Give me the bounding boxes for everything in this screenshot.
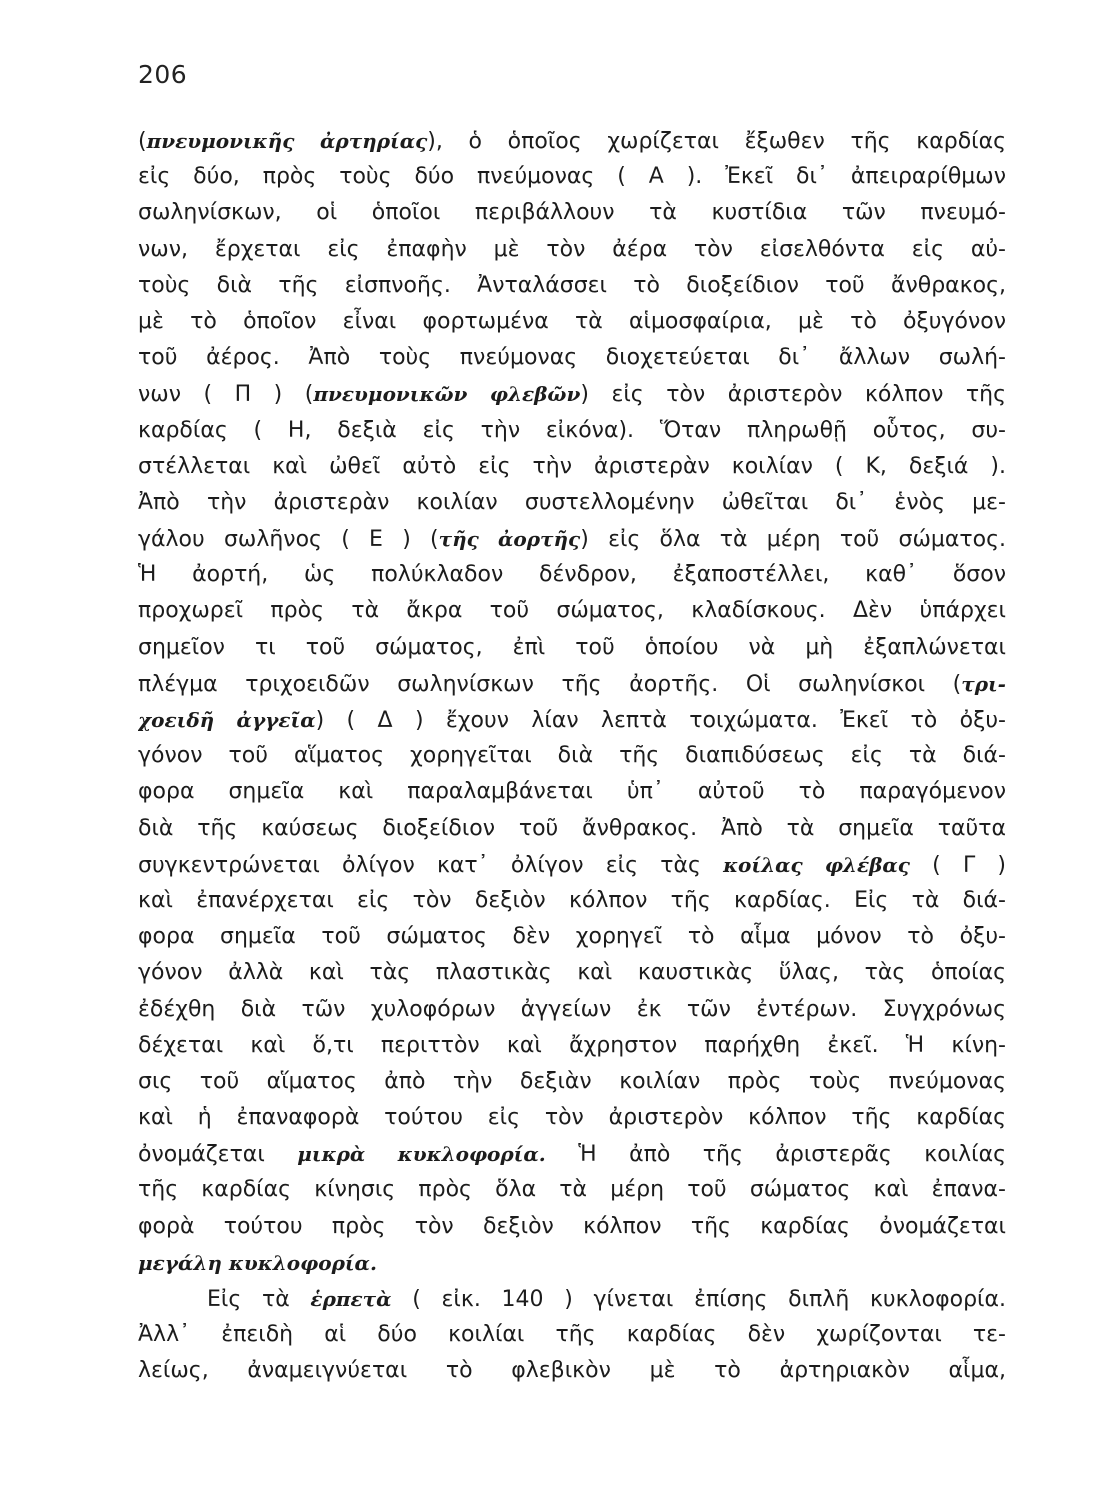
text-run: νων ( Π ) ( [138,382,314,408]
text-line [138,1209,1006,1245]
text-line [138,1281,1006,1317]
text-run: στέλλεται καὶ ὠθεῖ αὐτὸ εἰς τὴν ἀριστερὰν κοιλίαν ( Κ, δεξιά ). [138,453,1006,479]
text-run: φορα σημεῖα τοῦ σώματος δὲν χορηγεῖ τὸ αἷμα μόνον τὸ ὀξυ- [138,924,1006,950]
text-run: δέχεται καὶ ὅ,τι περιττὸν καὶ ἄχρηστον παρήχθη ἐκεῖ. Ἡ κίνη- [138,1032,1006,1058]
text-line [138,1353,1006,1389]
text-line [138,847,1006,883]
emphasized-term: χοειδῆ ἀγγεῖα [138,708,316,732]
text-run: καρδίας ( Η, δεξιὰ εἰς τὴν εἰκόνα). Ὅταν πληρωθῇ οὗτος, συ- [138,417,1006,443]
text-run: πλέγμα τριχοειδῶν σωληνίσκων τῆς ἀορτῆς. Οἱ σωληνίσκοι ( [138,671,962,697]
text-run: συγκεντρώνεται ὀλίγον κατ᾿ ὀλίγον εἰς τὰς [138,852,724,878]
text-run: ἐδέχθη διὰ τῶν χυλοφόρων ἀγγείων ἐκ τῶν ἐντέρων. Συγχρόνως [138,996,1006,1022]
text-line [138,1317,1006,1353]
text-line [138,304,1006,340]
text-line [138,557,1006,593]
emphasized-term: μικρὰ κυκλοφορία. [297,1142,546,1167]
text-run: γόνον τοῦ αἵματος χορηγεῖται διὰ τῆς διαπιδύσεως εἰς τὰ διά- [138,743,1006,769]
text-line [138,1245,1006,1281]
text-line [138,449,1006,485]
text-line [138,1172,1006,1208]
emphasized-term: κοίλας φλέβας [723,852,910,877]
text-line [138,919,1006,955]
text-line [138,811,1006,847]
text-line [138,666,1006,702]
text-run: ( εἰκ. 140 ) γίνεται ἐπίσης διπλῆ κυκλοφορία. [391,1287,1006,1312]
text-run: Ἡ ἀορτή, ὡς πολύκλαδον δένδρον, ἐξαποστέλλει, καθ᾿ ὅσον [138,562,1006,588]
text-run: σημεῖον τι τοῦ σώματος, ἐπὶ τοῦ ὁποίου νὰ μὴ ἐξαπλώνεται [138,634,1006,660]
text-run: ὀνομάζεται [138,1142,298,1168]
text-line [138,1136,1006,1172]
text-line [138,1100,1006,1136]
text-run: ( [138,129,147,154]
emphasized-term: ἑρπετὰ [310,1287,392,1311]
text-run: ) ( Δ ) ἔχουν λίαν λεπτὰ τοιχώματα. Ἐκεῖ τὸ ὀξυ- [315,708,1006,733]
text-run: διὰ τῆς καύσεως διοξείδιον τοῦ ἄνθρακος. Ἀπὸ τὰ σημεῖα ταῦτα [138,815,1006,841]
text-line [138,340,1006,376]
text-run: Ἀπὸ τὴν ἀριστερὰν κοιλίαν συστελλομένην ὠθεῖται δι᾿ ἑνὸς με- [138,489,1006,515]
emphasized-term: πνευμονικῶν φλεβῶν [313,382,581,407]
text-run: Ἀλλ᾿ ἐπειδὴ αἱ δύο κοιλίαι τῆς καρδίας δὲν χωρίζονται τε- [138,1322,1006,1348]
emphasized-term: τῆς ἀορτῆς [438,527,581,552]
text-line [138,232,1006,268]
emphasized-term: πνευμονικῆς ἀρτηρίας [146,129,428,153]
text-run: ) εἰς τὸν ἀριστερὸν κόλπον τῆς [580,382,1006,408]
text-line [138,738,1006,774]
text-run: ) εἰς ὅλα τὰ μέρη τοῦ σώματος. [580,527,1006,553]
text-line [138,413,1006,449]
text-line [138,376,1006,412]
text-run: σις τοῦ αἵματος ἀπὸ τὴν δεξιὰν κοιλίαν πρὸς τοὺς πνεύμονας [138,1068,1006,1094]
text-line [138,268,1006,304]
text-line [138,1028,1006,1064]
text-line [138,630,1006,666]
text-line [138,955,1006,991]
emphasized-term: μεγάλη κυκλοφορία. [138,1250,377,1275]
text-run: λείως, ἀναμειγνύεται τὸ φλεβικὸν μὲ τὸ ἀρτηριακὸν αἷμα, [138,1358,1006,1384]
text-run: εἰς δύο, πρὸς τοὺς δύο πνεύμονας ( Α ). Ἐκεῖ δι᾿ ἀπειραρίθμων [138,164,1006,190]
text-line [138,521,1006,557]
page-number: 206 [138,60,188,89]
text-run: καὶ ἐπανέρχεται εἰς τὸν δεξιὸν κόλπον τῆς καρδίας. Εἰς τὰ διά- [138,887,1006,913]
body-text [138,123,1006,1390]
text-run: φορα σημεῖα καὶ παραλαμβάνεται ὑπ᾿ αὐτοῦ τὸ παραγόμενον [138,779,1006,805]
text-line [138,883,1006,919]
text-run: γόνον ἀλλὰ καὶ τὰς πλαστικὰς καὶ καυστικὰς ὕλας, τὰς ὁποίας [138,960,1006,986]
text-line [138,159,1006,195]
text-run: ), ὁ ὁποῖος χωρίζεται ἔξωθεν τῆς καρδίας [427,129,1006,154]
text-line [138,702,1006,738]
text-run: προχωρεῖ πρὸς τὰ ἄκρα τοῦ σώματος, κλαδίσκους. Δὲν ὑπάρχει [138,598,1006,624]
text-line [138,195,1006,231]
text-run: γάλου σωλῆνος ( Ε ) ( [138,527,439,553]
emphasized-term: τρι- [961,671,1006,696]
text-run: τοὺς διὰ τῆς εἰσπνοῆς. Ἀνταλάσσει τὸ διοξείδιον τοῦ ἄνθρακος, [138,272,1006,298]
text-line [138,593,1006,629]
text-run: τοῦ ἀέρος. Ἀπὸ τοὺς πνεύμονας διοχετεύεται δι᾿ ἄλλων σωλή- [138,345,1006,371]
text-run: τῆς καρδίας κίνησις πρὸς ὅλα τὰ μέρη τοῦ σώματος καὶ ἐπανα- [138,1177,1006,1203]
text-line [138,485,1006,521]
text-run: σωληνίσκων, οἱ ὁποῖοι περιβάλλουν τὰ κυστίδια τῶν πνευμό- [138,200,1006,226]
text-run: Εἰς τὰ [207,1287,311,1312]
text-run: ( Γ ) [909,852,1006,878]
text-run: μὲ τὸ ὁποῖον εἶναι φορτωμένα τὰ αἱμοσφαίρια, μὲ τὸ ὀξυγόνον [138,308,1006,334]
text-line [138,992,1006,1028]
text-line [138,774,1006,810]
text-run: καὶ ἡ ἐπαναφορὰ τούτου εἰς τὸν ἀριστερὸν κόλπον τῆς καρδίας [138,1105,1006,1131]
text-run: φορὰ τούτου πρὸς τὸν δεξιὸν κόλπον τῆς καρδίας ὀνομάζεται [138,1213,1006,1239]
text-run: νων, ἔρχεται εἰς ἐπαφὴν μὲ τὸν ἀέρα τὸν εἰσελθόντα εἰς αὐ- [138,236,1006,262]
text-line [138,1064,1006,1100]
text-line [138,123,1006,159]
text-run: Ἡ ἀπὸ τῆς ἀριστερᾶς κοιλίας [545,1142,1006,1168]
